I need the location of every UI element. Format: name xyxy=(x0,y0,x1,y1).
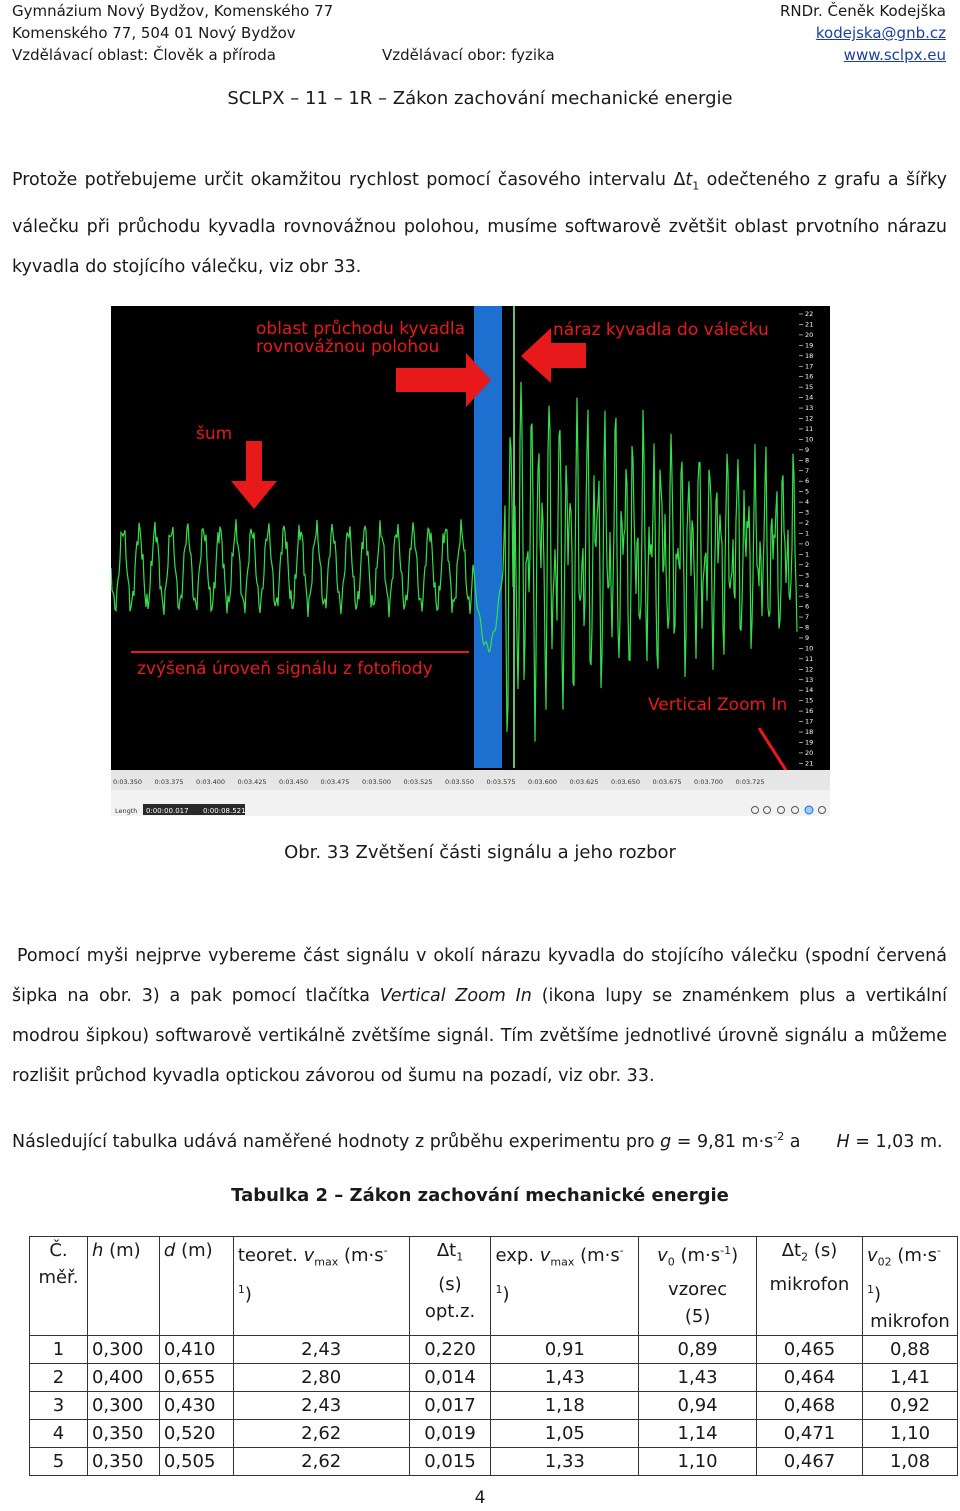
table-cell: 2,43 xyxy=(233,1391,409,1419)
table-cell: 0,89 xyxy=(639,1335,757,1363)
time-tick-label: 0:03.525 xyxy=(403,778,433,786)
scale-label: 18 xyxy=(805,728,814,736)
th-d: d (m) xyxy=(159,1237,233,1336)
table-cell: 0,88 xyxy=(862,1335,957,1363)
label-noise: šum xyxy=(196,424,233,444)
table-cell: 1,05 xyxy=(491,1419,639,1447)
table-cell: 1,14 xyxy=(639,1419,757,1447)
scale-label: 6 xyxy=(805,477,810,486)
table-cell: 0,464 xyxy=(757,1363,863,1391)
label-pass: oblast průchodu kyvadla xyxy=(256,319,466,339)
scale-label: 11 xyxy=(805,654,814,663)
vertical-zoom-in-icon[interactable] xyxy=(805,806,813,814)
table-row xyxy=(30,1391,958,1419)
label-zoom: Vertical Zoom In xyxy=(648,695,788,715)
scale-label: 9 xyxy=(805,633,810,642)
length-label: Length xyxy=(115,807,138,815)
table-row xyxy=(30,1363,958,1391)
time-tick-label: 0:03.500 xyxy=(362,778,392,786)
signal-chart xyxy=(111,306,830,816)
header-email-link[interactable]: kodejska@gnb.cz xyxy=(815,24,946,42)
table-cell: 0,017 xyxy=(409,1391,491,1419)
table-cell: 4 xyxy=(30,1419,88,1447)
time-tick-label: 0:03.425 xyxy=(237,778,267,786)
time-tick-label: 0:03.550 xyxy=(445,778,475,786)
paragraph-intro: Protože potřebujeme určit okamžitou rychlost pomocí časového intervalu $\Delta t_1$ odečteného z grafu a šířky válečku při průchodu kyvadla rovnovážnou polohou, musíme softwarově zvětšit oblast prvotního nárazu kyvadla do stojícího válečku, viz obr 33. xyxy=(12,170,947,277)
table-row xyxy=(30,1419,958,1447)
scale-label: 22 xyxy=(805,310,814,318)
scale-label: 10 xyxy=(805,644,814,653)
scale-label: 8 xyxy=(805,456,810,465)
table-cell: 0,400 xyxy=(87,1363,159,1391)
figure-caption: Obr. 33 Zvětšení části signálu a jeho rozbor xyxy=(284,842,676,863)
table-body xyxy=(30,1335,958,1475)
time-tick-label: 0:03.475 xyxy=(320,778,350,786)
table-cell: 0,655 xyxy=(159,1363,233,1391)
header-school: Gymnázium Nový Bydžov, Komenského 77 xyxy=(12,2,334,20)
table-cell: 5 xyxy=(30,1447,88,1475)
time-tick-label: 0:03.725 xyxy=(735,778,765,786)
table-cell: 1,18 xyxy=(491,1391,639,1419)
document-title: SCLPX – 11 – 1R – Zákon zachování mechanické energie xyxy=(227,88,733,109)
table-cell: 0,350 xyxy=(87,1419,159,1447)
table-cell: 0,410 xyxy=(159,1335,233,1363)
label-pass-2: rovnovážnou polohou xyxy=(256,337,440,357)
scale-label: 15 xyxy=(805,696,814,705)
table-cell: 2,80 xyxy=(233,1363,409,1391)
table-cell: 0,468 xyxy=(757,1391,863,1419)
scale-label: 4 xyxy=(805,581,810,590)
scale-label: 15 xyxy=(805,383,814,392)
scale-label: 20 xyxy=(805,330,814,339)
scale-label: 17 xyxy=(805,362,814,371)
time-tick-label: 0:03.625 xyxy=(569,778,599,786)
scale-label: 14 xyxy=(805,686,814,695)
figure-signal-zoom xyxy=(111,306,830,816)
scale-label: 21 xyxy=(805,759,814,768)
scale-label: 13 xyxy=(805,404,814,413)
table-cell: 0,467 xyxy=(757,1447,863,1475)
label-level: zvýšená úroveň signálu z fotofiody xyxy=(137,659,433,679)
th-h: h (m) xyxy=(87,1237,159,1336)
time-tick-label: 0:03.575 xyxy=(486,778,516,786)
scale-label: 5 xyxy=(805,487,810,496)
table-cell: 2,62 xyxy=(233,1447,409,1475)
scale-label: 16 xyxy=(805,707,814,716)
table-cell: 0,019 xyxy=(409,1419,491,1447)
table-cell: 0,430 xyxy=(159,1391,233,1419)
paragraph-zoom: Pomocí myši nejprve vybereme část signálu v okolí nárazu kyvadla do stojícího válečku (spodní červená šipka na obr. 3) a pak pomocí tlačítka Vertical Zoom In (ikona lupy se znaménkem plus a vertikální modrou šipkou) softwarově vertikálně zvětšíme signál. Tím zvětšíme jednotlivé úrovně signálu a můžeme rozlišit průchod kyvadla optickou závorou od šumu na pozadí, viz obr. 33. xyxy=(12,946,947,1086)
time-b: 0:00:08.521 xyxy=(203,807,246,815)
table-cell: 0,015 xyxy=(409,1447,491,1475)
table-cell: 1,41 xyxy=(862,1363,957,1391)
scale-label: 11 xyxy=(805,424,814,433)
table-header-row xyxy=(30,1237,958,1336)
time-tick-label: 0:03.350 xyxy=(113,778,143,786)
scale-label: 6 xyxy=(805,602,810,611)
time-tick-label: 0:03.700 xyxy=(694,778,724,786)
table-cell: 0,220 xyxy=(409,1335,491,1363)
scale-label: 1 xyxy=(805,550,810,559)
header-right xyxy=(780,0,946,66)
header-left xyxy=(12,0,333,66)
scale-label: 7 xyxy=(805,613,810,622)
th-vmax-exp: exp. $v_{max}$ (m·s- $^1$) xyxy=(491,1237,639,1336)
th-v02: $v_{02}$ (m·s- $^1$) mikrofon xyxy=(862,1237,957,1336)
table-cell: 1,33 xyxy=(491,1447,639,1475)
th-vmax-theory: teoret. $v_{max}$ (m·s- $^1$) xyxy=(233,1237,409,1336)
scale-label: 4 xyxy=(805,498,810,507)
scale-label: 17 xyxy=(805,717,814,726)
table-cell: 0,505 xyxy=(159,1447,233,1475)
th-dt1: $\Delta t_1$ (s) opt.z. xyxy=(409,1237,491,1336)
table-cell: 1,10 xyxy=(862,1419,957,1447)
scale-label: 8 xyxy=(805,623,810,632)
scale-label: 12 xyxy=(805,665,814,674)
scale-label: 3 xyxy=(805,571,810,580)
header-web-link[interactable]: www.sclpx.eu xyxy=(843,46,946,64)
scale-label: 10 xyxy=(805,435,814,444)
header-subject: Vzdělávací obor: fyzika xyxy=(382,46,555,64)
table-cell: 0,94 xyxy=(639,1391,757,1419)
scale-label: 0 xyxy=(805,539,810,548)
page-number: 4 xyxy=(474,1488,486,1508)
measurement-table xyxy=(29,1236,958,1476)
table-cell: 1,10 xyxy=(639,1447,757,1475)
scale-label: 2 xyxy=(805,560,810,569)
table-cell: 1,43 xyxy=(639,1363,757,1391)
table-cell: 0,465 xyxy=(757,1335,863,1363)
scale-label: 5 xyxy=(805,592,810,601)
time-tick-label: 0:03.675 xyxy=(652,778,682,786)
scale-label: 14 xyxy=(805,393,814,402)
time-tick-label: 0:03.400 xyxy=(196,778,226,786)
scale-label: 12 xyxy=(805,414,814,423)
table-cell: 0,300 xyxy=(87,1391,159,1419)
time-a: 0:00:00.017 xyxy=(146,807,189,815)
time-tick-label: 0:03.450 xyxy=(279,778,309,786)
table-cell: 0,92 xyxy=(862,1391,957,1419)
th-v0: $v_0$ $(m\cdot s^{-1})$ vzorec (5) xyxy=(639,1237,757,1336)
table-cell: 0,300 xyxy=(87,1335,159,1363)
header-author: RNDr. Čeněk Kodejška xyxy=(779,2,946,20)
table-cell: 3 xyxy=(30,1391,88,1419)
th-dt2: $\Delta t_2$ (s) mikrofon xyxy=(757,1237,863,1336)
table-cell: 0,014 xyxy=(409,1363,491,1391)
table-cell: 1,08 xyxy=(862,1447,957,1475)
scale-label: 21 xyxy=(805,320,814,329)
table-cell: 1 xyxy=(30,1335,88,1363)
table-cell: 0,520 xyxy=(159,1419,233,1447)
scale-label: 19 xyxy=(805,341,814,350)
label-hit: náraz kyvadla do válečku xyxy=(553,320,769,340)
scale-label: 18 xyxy=(805,351,814,360)
table-cell: 0,471 xyxy=(757,1419,863,1447)
th-measurement: Č. měř. xyxy=(30,1237,88,1336)
scale-label: 13 xyxy=(805,675,814,684)
table-cell: 0,350 xyxy=(87,1447,159,1475)
table-row xyxy=(30,1335,958,1363)
scale-label: 16 xyxy=(805,372,814,381)
scale-label: 19 xyxy=(805,738,814,747)
table-cell: 0,91 xyxy=(491,1335,639,1363)
time-tick-label: 0:03.650 xyxy=(611,778,641,786)
scale-label: 20 xyxy=(805,748,814,757)
header-area: Vzdělávací oblast: Člověk a příroda xyxy=(12,46,276,64)
table-cell: 1,43 xyxy=(491,1363,639,1391)
table-row xyxy=(30,1447,958,1475)
scale-label: 2 xyxy=(805,519,810,527)
table-cell: 2,62 xyxy=(233,1419,409,1447)
header-address: Komenského 77, 504 01 Nový Bydžov xyxy=(12,24,296,42)
scale-label: 1 xyxy=(805,529,810,538)
paragraph-table-intro: Následující tabulka udává naměřené hodnoty z průběhu experimentu pro g = 9,81 $m\cdot s^{-2}$ a H = 1,03 m. xyxy=(12,1130,943,1152)
table-caption: Tabulka 2 – Zákon zachování mechanické energie xyxy=(231,1185,729,1206)
scale-label: 3 xyxy=(805,508,810,517)
time-tick-label: 0:03.375 xyxy=(154,778,184,786)
table-cell: 2,43 xyxy=(233,1335,409,1363)
scale-label: 7 xyxy=(805,466,810,475)
table-cell: 2 xyxy=(30,1363,88,1391)
time-tick-label: 0:03.600 xyxy=(528,778,558,786)
scale-label: 9 xyxy=(805,445,810,454)
